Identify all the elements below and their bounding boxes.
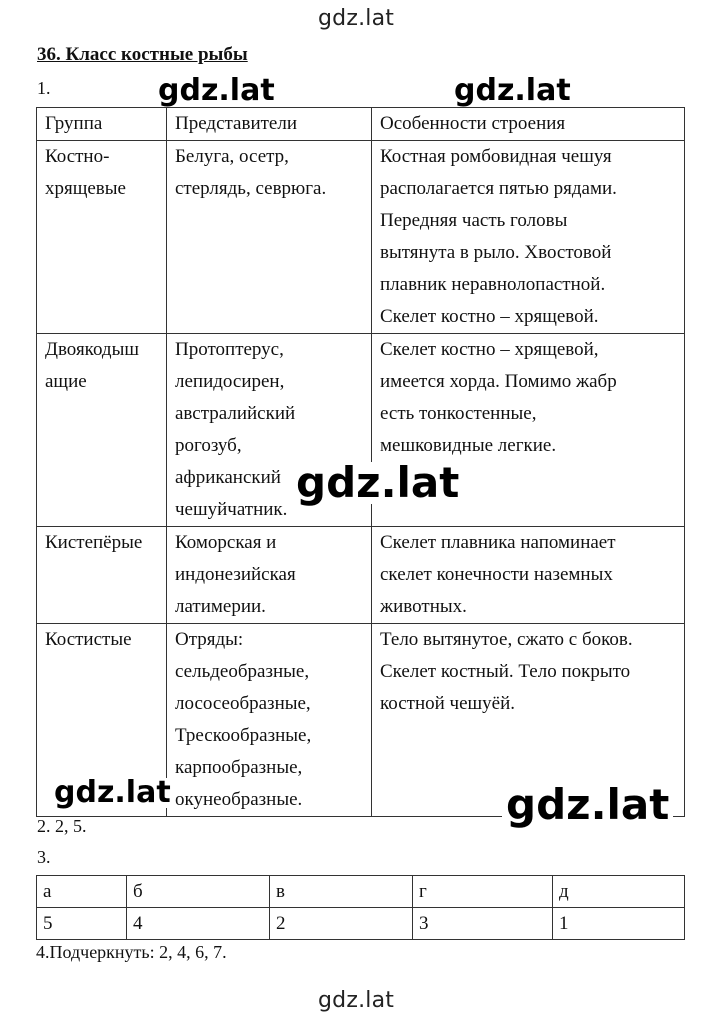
watermark-overlay: gdz.lat [292,462,463,504]
cell-line: австралийский [175,403,296,424]
header-cell: Группа [37,108,167,141]
cell-line: Скелет костно – хрящевой, [380,339,599,360]
watermark-top: gdz.lat [318,6,395,31]
answer-numbers-row [37,908,685,940]
table-cell-features [372,527,685,624]
section-title: 36. Класс костные рыбы [37,44,248,65]
task-3-label: 3. [37,847,51,867]
cell-line: Передняя часть головы [380,210,568,231]
cell-line: Трескообразные, [175,725,312,746]
task-4-answer: 4.Подчеркнуть: 2, 4, 6, 7. [36,942,227,962]
answer-number: 3 [413,908,553,940]
table-header-row [37,108,685,141]
answer-table [36,875,685,940]
cell-line: Двоякодыш [45,339,139,360]
cell-line: лососеобразные, [175,693,311,714]
cell-line: скелет конечности наземных [380,564,613,585]
cell-line: Костная ромбовидная чешуя [380,146,612,167]
answer-letter: д [553,876,685,908]
watermark-overlay: gdz.lat [50,778,175,808]
cell-line: Скелет плавника напоминает [380,532,616,553]
header-cell: Особенности строения [372,108,685,141]
header-cell: Представители [167,108,372,141]
cell-line: Костистые [45,629,132,650]
answer-number: 2 [270,908,413,940]
watermark-overlay: gdz.lat [450,76,575,106]
cell-line: Скелет костно – хрящевой. [380,306,599,327]
cell-line: рогозуб, [175,435,242,456]
table-cell-reps [167,141,372,334]
cell-line: чешуйчатник. [175,499,288,520]
task-2-answer: 2. 2, 5. [37,816,87,836]
cell-line: животных. [380,596,467,617]
cell-line: костной чешуёй. [380,693,516,714]
table-cell-features [372,141,685,334]
cell-line: окунеобразные. [175,789,303,810]
cell-line: Белуга, осетр, [175,146,289,167]
cell-line: африканский [175,467,281,488]
table-cell-group [37,141,167,334]
cell-line: сельдеобразные, [175,661,310,682]
cell-line: ащие [45,371,87,392]
cell-line: индонезийская [175,564,296,585]
cell-line: плавник неравнолопастной. [380,274,606,295]
cell-line: латимерии. [175,596,266,617]
cell-line: Протоптерус, [175,339,284,360]
cell-line: имеется хорда. Помимо жабр [380,371,617,392]
table-cell-group [37,334,167,527]
table-row [37,527,685,624]
cell-line: стерлядь, севрюга. [175,178,327,199]
answer-letters-row [37,876,685,908]
answer-letter: а [37,876,127,908]
table-cell-group [37,527,167,624]
cell-line: вытянута в рыло. Хвостовой [380,242,612,263]
cell-line: лепидосирен, [175,371,285,392]
cell-line: Отряды: [175,629,244,650]
table-cell-reps [167,527,372,624]
answer-letter: в [270,876,413,908]
cell-line: располагается пятью рядами. [380,178,617,199]
cell-line: карпообразные, [175,757,303,778]
cell-line: есть тонкостенные, [380,403,537,424]
answer-letter: б [127,876,270,908]
answer-letter: г [413,876,553,908]
answer-number: 5 [37,908,127,940]
task-1-label: 1. [37,78,51,98]
watermark-overlay: gdz.lat [502,784,673,826]
answer-number: 4 [127,908,270,940]
cell-line: Коморская и [175,532,277,553]
cell-line: Костно- [45,146,110,167]
watermark-overlay: gdz.lat [154,76,279,106]
answer-number: 1 [553,908,685,940]
cell-line: хрящевые [45,178,126,199]
cell-line: Кистепёрые [45,532,143,553]
cell-line: мешковидные легкие. [380,435,557,456]
table-row [37,141,685,334]
cell-line: Тело вытянутое, сжато с боков. [380,629,633,650]
watermark-bottom: gdz.lat [318,988,395,1013]
table-cell-reps [167,624,372,817]
cell-line: Скелет костный. Тело покрыто [380,661,631,682]
